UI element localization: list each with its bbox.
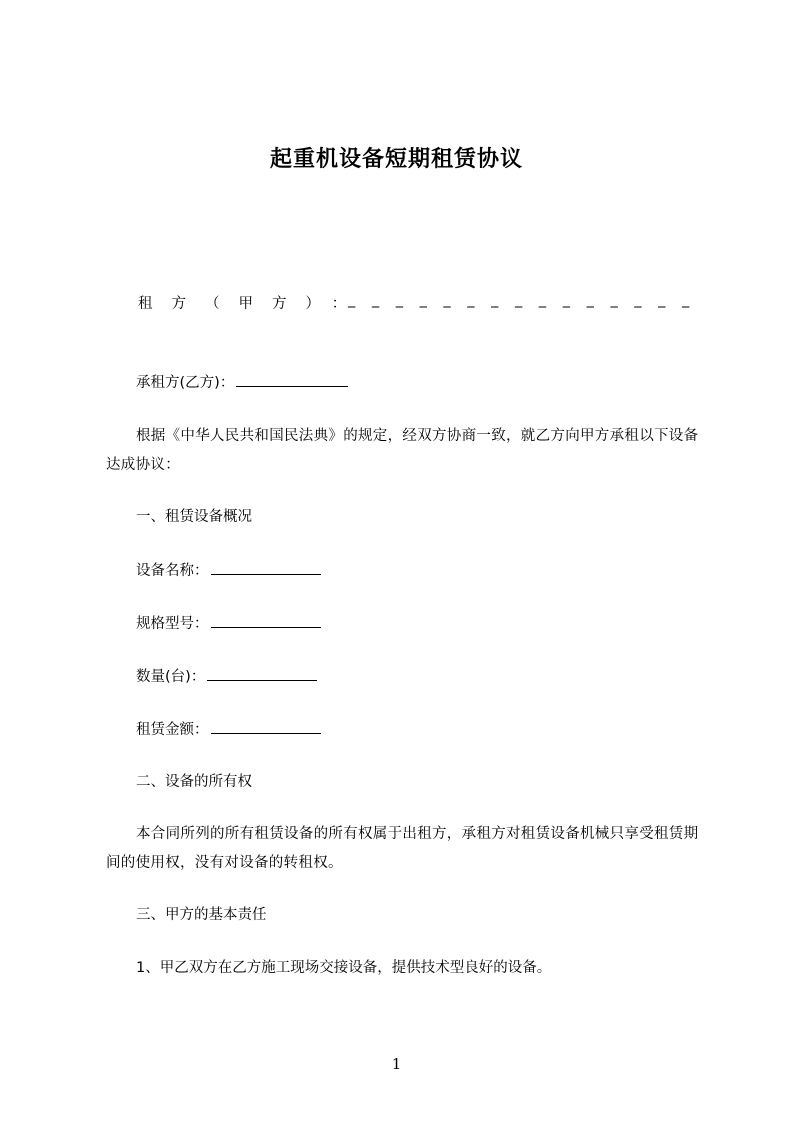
section-heading-1: 一、租赁设备概况 bbox=[136, 509, 252, 525]
section-heading-3: 三、甲方的基本责任 bbox=[136, 907, 267, 923]
document-title: 起重机设备短期租赁协议 bbox=[269, 147, 523, 172]
section-heading-2: 二、设备的所有权 bbox=[136, 774, 252, 790]
list-item: 1、甲乙双方在乙方施工现场交接设备，提供技术型良好的设备。 bbox=[136, 960, 552, 976]
field-blank bbox=[211, 558, 321, 575]
lessee-blank bbox=[236, 370, 348, 387]
field-label: 设备名称： bbox=[136, 563, 209, 579]
lessee-line bbox=[136, 370, 348, 395]
page-number: 1 bbox=[391, 1055, 402, 1073]
ownership-paragraph: 本合同所列的所有租赁设备的所有权属于出租方，承租方对租赁设备机械只享受租赁期间的使用权，没有对设备的转租权。 bbox=[106, 826, 699, 871]
field-quantity bbox=[136, 664, 317, 689]
lessor-label: 租方（甲方）： bbox=[138, 296, 366, 312]
field-blank bbox=[211, 611, 321, 628]
field-blank bbox=[211, 717, 321, 734]
lessor-blank: _ _ _ _ _ _ _ _ _ _ _ _ _ _ _ bbox=[348, 292, 696, 308]
field-rental-amount bbox=[136, 717, 321, 742]
field-spec-model bbox=[136, 611, 321, 636]
lessee-label: 承租方(乙方)： bbox=[136, 375, 235, 391]
field-label: 数量(台)： bbox=[136, 669, 206, 685]
field-label: 租赁金额： bbox=[136, 722, 209, 738]
field-label: 规格型号： bbox=[136, 616, 209, 632]
field-equipment-name bbox=[136, 558, 321, 583]
field-blank bbox=[207, 664, 317, 681]
intro-paragraph: 根据《中华人民共和国民法典》的规定，经双方协商一致，就乙方向甲方承租以下设备达成协议： bbox=[106, 428, 699, 473]
